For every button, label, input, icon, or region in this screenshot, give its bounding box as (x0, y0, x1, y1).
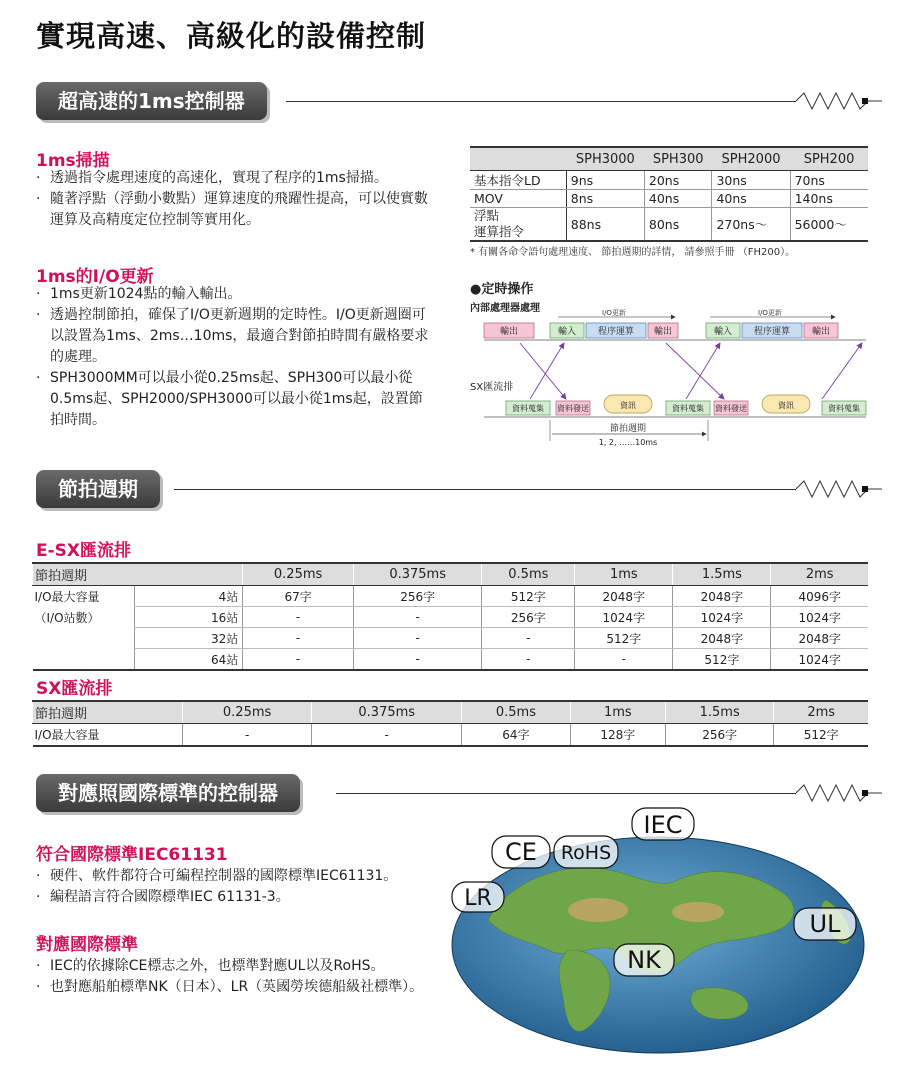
table-header: 2ms (774, 701, 868, 724)
station-cell: 16站 (134, 607, 243, 628)
table-cell: - (482, 628, 575, 649)
badge-label: RoHS (560, 842, 612, 864)
sx-heading: SX匯流排 (36, 679, 113, 699)
list-item: · IEC的依據除CE標志之外，也標準對應UL以及RoHS。 (36, 956, 456, 977)
iec-heading: 符合國際標準IEC61131 (36, 845, 228, 865)
block-label: 資訊 (620, 401, 636, 410)
table-header: SPH300 (644, 147, 712, 171)
cycle-range: 1, 2, ……10ms (598, 438, 658, 447)
block-label: 資料蒐集 (828, 404, 860, 413)
table-header: 0.375ms (353, 563, 481, 586)
table-cell: 30ns (712, 171, 790, 190)
block-label: 程序運算 (597, 327, 635, 337)
list-item: · SPH3000MM可以最小從0.25ms起、SPH300可以最小從0.5ms起、SPH2000/SPH3000可以最小從1ms起，設置節拍時間。 (36, 368, 436, 431)
row-label: I/O最大容量 (33, 724, 183, 747)
timing-diagram (470, 295, 870, 455)
row-label: I/O最大容量 (34, 589, 100, 604)
table-header: 1.5ms (673, 563, 771, 586)
table-header: SPH2000 (712, 147, 790, 171)
table-cell: 40ns (644, 190, 712, 208)
table-cell: 270ns～ (712, 208, 790, 242)
table-row (470, 190, 868, 208)
timing-title: ●定時操作 (470, 282, 534, 297)
list-item: · 編程語言符合國際標準IEC 61131-3。 (36, 887, 446, 908)
table-cell: 2048字 (673, 586, 771, 607)
table-header (470, 147, 566, 171)
block-label: 資訊 (778, 401, 794, 410)
list-item: · 1ms更新1024點的輸入輸出。 (36, 284, 436, 305)
divider-line (336, 793, 796, 794)
list-item: · 也對應船舶標準NK（日本）、LR（英國勞埃德船級社標準）。 (36, 977, 456, 998)
desert-region (568, 898, 628, 922)
table-row (33, 628, 869, 649)
table-footnote: * 有關各命令語句處理速度、 節拍週期的詳情， 請參照手冊 （FH200）。 (470, 247, 796, 258)
table-cell: 20ns (644, 171, 712, 190)
table-cell: - (312, 724, 462, 747)
divider-line (286, 101, 796, 102)
station-cell: 32站 (134, 628, 243, 649)
table-cell: 88ns (566, 208, 644, 242)
block-label: 資料蒐集 (512, 404, 544, 413)
table-cell: 256字 (665, 724, 773, 747)
block-label: 輸出 (499, 327, 519, 337)
table-header: 1.5ms (665, 701, 773, 724)
badge-label: NK (627, 946, 661, 974)
table-cell: 512字 (673, 649, 771, 671)
table-cell: 70ns (790, 171, 868, 190)
table-cell: 512字 (482, 586, 575, 607)
badge-label: IEC (643, 811, 683, 839)
table-row (33, 649, 869, 671)
cpu-label: 內部處理器處理 (470, 303, 540, 314)
sx-capacity-table (32, 700, 868, 747)
table-header: SPH3000 (566, 147, 644, 171)
table-row (33, 586, 869, 607)
table-cell: - (575, 649, 673, 671)
io-bullets (36, 284, 436, 431)
table-cell: - (243, 649, 354, 671)
table-cell: 2048字 (575, 586, 673, 607)
table-cell: - (243, 607, 354, 628)
table-cell: 512字 (774, 724, 868, 747)
io-update-label: I/O更新 (602, 309, 626, 317)
esx-capacity-table (32, 562, 868, 671)
table-header: 0.25ms (243, 563, 354, 586)
table-cell: 1024字 (673, 607, 771, 628)
wave-decoration (796, 88, 882, 114)
esx-heading: E-SX匯流排 (36, 541, 132, 561)
table-cell: 67字 (243, 586, 354, 607)
block-label: 資料蒐集 (672, 404, 704, 413)
table-header: 節拍週期 (33, 563, 243, 586)
table-cell: 8ns (566, 190, 644, 208)
table-cell: 80ns (644, 208, 712, 242)
flow-arrow (822, 343, 862, 399)
table-header: 0.25ms (183, 701, 312, 724)
scan-bullets (36, 168, 436, 231)
table-header: 1ms (570, 701, 665, 724)
end-dot (862, 486, 868, 492)
badge-label: UL (809, 910, 841, 938)
list-item: · 透過控制節拍，確保了I/O更新週期的定時性。I/O更新週圈可以設置為1ms、2ms…10ms，最適合對節拍時間有嚴格要求的處理。 (36, 305, 436, 368)
section-title: 超高速的1ms控制器 (36, 82, 267, 120)
table-row (33, 724, 869, 747)
table-cell: - (183, 724, 312, 747)
instruction-speed-table (470, 146, 868, 242)
block-label: 輸入 (713, 327, 733, 337)
table-cell: 256字 (482, 607, 575, 628)
row-label: 浮點 運算指令 (470, 208, 566, 242)
table-cell: 1024字 (771, 649, 868, 671)
iec-bullets (36, 866, 446, 908)
table-header: 節拍週期 (33, 701, 183, 724)
page-title: 實現高速、高級化的設備控制 (36, 19, 427, 53)
table-cell: - (353, 607, 481, 628)
row-label: （I/O站數） (34, 610, 100, 625)
table-cell: 140ns (790, 190, 868, 208)
block-label: 輸出 (653, 327, 673, 337)
table-cell: 256字 (353, 586, 481, 607)
table-cell: 1024字 (575, 607, 673, 628)
wave-decoration (796, 476, 882, 502)
table-header: 2ms (771, 563, 868, 586)
world-map-globe (448, 800, 868, 1060)
table-cell: - (243, 628, 354, 649)
block-label: 資料發送 (715, 404, 747, 413)
row-label: MOV (470, 190, 566, 208)
table-cell: 1024字 (771, 607, 868, 628)
table-cell: - (353, 649, 481, 671)
station-cell: 64站 (134, 649, 243, 671)
station-cell: 4站 (134, 586, 243, 607)
section-header-cycle (36, 470, 900, 510)
block-label: 輸出 (811, 327, 831, 337)
table-header: 0.5ms (462, 701, 570, 724)
cycle-label: 節拍週期 (609, 424, 647, 434)
table-header: 1ms (575, 563, 673, 586)
table-row (470, 208, 868, 242)
end-dot (862, 790, 868, 796)
table-cell: 64字 (462, 724, 570, 747)
badge-label: CE (505, 838, 537, 866)
divider-line (174, 489, 796, 490)
scan-heading: 1ms掃描 (36, 151, 110, 171)
desert-region (672, 902, 724, 922)
row-label: 基本指令LD (470, 171, 566, 190)
block-label: 資料發送 (557, 404, 589, 413)
sx-label: SX匯流排 (470, 382, 514, 393)
table-cell: 56000～ (790, 208, 868, 242)
section-title: 對應照國際標準的控制器 (36, 774, 300, 812)
table-cell: 2048字 (673, 628, 771, 649)
io-update-label: I/O更新 (758, 309, 782, 317)
intl-bullets (36, 956, 456, 998)
list-item: · 透過指令處理速度的高速化，實現了程序的1ms掃描。 (36, 168, 436, 189)
table-cell: 512字 (575, 628, 673, 649)
table-cell: - (482, 649, 575, 671)
io-heading: 1ms的I/O更新 (36, 267, 154, 287)
table-cell: 40ns (712, 190, 790, 208)
block-label: 程序運算 (753, 327, 791, 337)
table-row (33, 607, 869, 628)
table-header: 0.375ms (312, 701, 462, 724)
table-header: 0.5ms (482, 563, 575, 586)
badge-label: LR (464, 886, 492, 911)
table-row (470, 171, 868, 190)
table-cell: 128字 (570, 724, 665, 747)
table-header: SPH200 (790, 147, 868, 171)
table-cell: 9ns (566, 171, 644, 190)
block-label: 輸入 (557, 327, 577, 337)
table-cell: 2048字 (771, 628, 868, 649)
list-item: · 隨著浮點（浮動小數點）運算速度的飛躍性提高，可以使實數運算及高精度定位控制等實用化。 (36, 189, 436, 231)
list-item: · 硬件、軟件都符合可編程控制器的國際標準IEC61131。 (36, 866, 446, 887)
section-header-1ms (36, 82, 900, 122)
section-title: 節拍週期 (36, 470, 160, 508)
table-cell: 4096字 (771, 586, 868, 607)
end-dot (862, 98, 868, 104)
table-cell: - (353, 628, 481, 649)
intl-heading: 對應國際標準 (36, 935, 138, 955)
